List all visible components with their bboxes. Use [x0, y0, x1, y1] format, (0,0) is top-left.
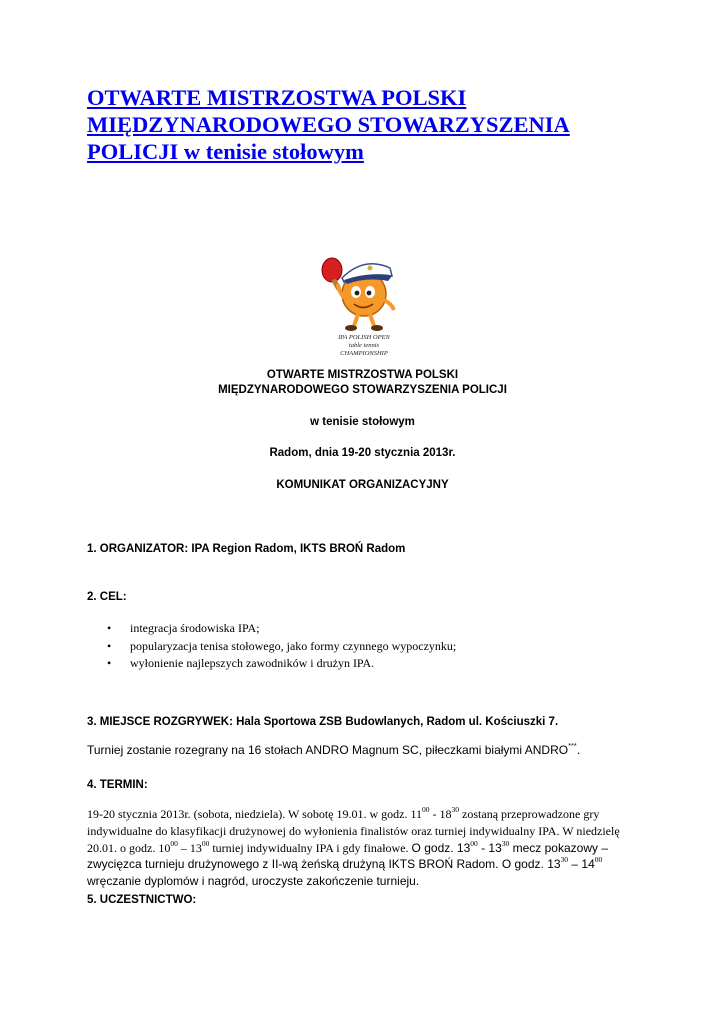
ipa-table-tennis-mascot-icon — [318, 250, 410, 362]
term-text-1: 19-20 stycznia 2013r. (sobota, niedziela). W sobotę 19.01. w godz. 11 — [87, 807, 423, 821]
tables-superscript: *** — [568, 741, 577, 750]
discipline-line: w tenisie stołowym — [310, 416, 415, 428]
title-line-3[interactable]: POLICJI w tenisie stołowym — [87, 139, 364, 164]
term-text-7: - 13 — [477, 840, 502, 855]
term-sup-9: 00 — [594, 855, 603, 865]
tables-end: . — [576, 743, 581, 757]
announcement-heading: KOMUNIKAT ORGANIZACYJNY — [276, 479, 449, 491]
term-sup-6: 00 — [470, 838, 478, 848]
goal-list — [100, 620, 456, 673]
term-text-10: wręczanie dyplomów i nagród, uroczyste zakończenie turnieju. — [87, 874, 420, 889]
list-item: • wyłonienie najlepszych zawodników i drużyn IPA. — [100, 655, 456, 673]
term-sup-2: 30 — [451, 805, 460, 814]
date-line: Radom, dnia 19-20 stycznia 2013r. — [269, 447, 456, 459]
logo-caption-3: CHAMPIONSHIP — [340, 350, 388, 357]
term-paragraph — [87, 806, 647, 890]
logo-caption-2: table tennis — [348, 342, 380, 349]
document-title-link[interactable] — [87, 84, 647, 165]
term-text-5: turniej indywidualny IPA i gdy finałowe. — [209, 840, 412, 855]
title-line-1[interactable]: OTWARTE MISTRZOSTWA POLSKI — [87, 85, 467, 110]
tables-text: Turniej zostanie rozegrany na 16 stołach ANDRO Magnum SC, piłeczkami białymi ANDRO — [87, 743, 569, 757]
section-participation-heading: 5. UCZESTNICTWO: — [87, 894, 197, 906]
logo-caption-1: IPA POLISH OPEN — [338, 334, 390, 341]
term-text-8: mecz pokazowy – zwycięzca turnieju drużynowego z II-wą żeńską drużyną IKTS BROŃ Radom. O godz. 13 — [87, 840, 608, 872]
term-text-4: – 13 — [177, 840, 202, 855]
section-term-heading: 4. TERMIN: — [87, 779, 148, 791]
term-text-6: O godz. 13 — [411, 840, 471, 855]
list-item: • integracja środowiska IPA; — [100, 620, 456, 638]
term-sup-7: 30 — [501, 838, 510, 848]
term-sup-3: 00 — [170, 838, 178, 848]
term-text-2: - 18 — [429, 807, 452, 821]
term-text-9: – 14 — [568, 857, 595, 872]
term-sup-8: 30 — [560, 855, 569, 865]
subtitle-block — [0, 368, 725, 398]
term-sup-4: 00 — [201, 838, 210, 848]
title-line-2[interactable]: MIĘDZYNARODOWEGO STOWARZYSZENIA — [87, 112, 570, 137]
section-goal-heading: 2. CEL: — [87, 591, 127, 603]
section-venue-heading: 3. MIEJSCE ROZGRYWEK: Hala Sportowa ZSB Budowlanych, Radom ul. Kościuszki 7. — [87, 716, 559, 728]
section-organizer-heading: 1. ORGANIZATOR: IPA Region Radom, IKTS BROŃ Radom — [87, 543, 406, 555]
term-text-3: zostaną przeprowadzone gry indywidualne do klasyfikacji drużynowej do wyłonienia finalistów oraz turniej indywidualny IPA. W niedzielę 20.01. o godz. 10 — [87, 807, 620, 855]
tables-paragraph — [87, 743, 580, 758]
term-sup-1: 00 — [422, 805, 430, 814]
subtitle-line-2: MIĘDZYNARODOWEGO STOWARZYSZENIA POLICJI — [218, 384, 507, 396]
subtitle-line-1: OTWARTE MISTRZOSTWA POLSKI — [266, 369, 459, 381]
list-item: • popularyzacja tenisa stołowego, jako formy czynnego wypoczynku; — [100, 638, 456, 656]
